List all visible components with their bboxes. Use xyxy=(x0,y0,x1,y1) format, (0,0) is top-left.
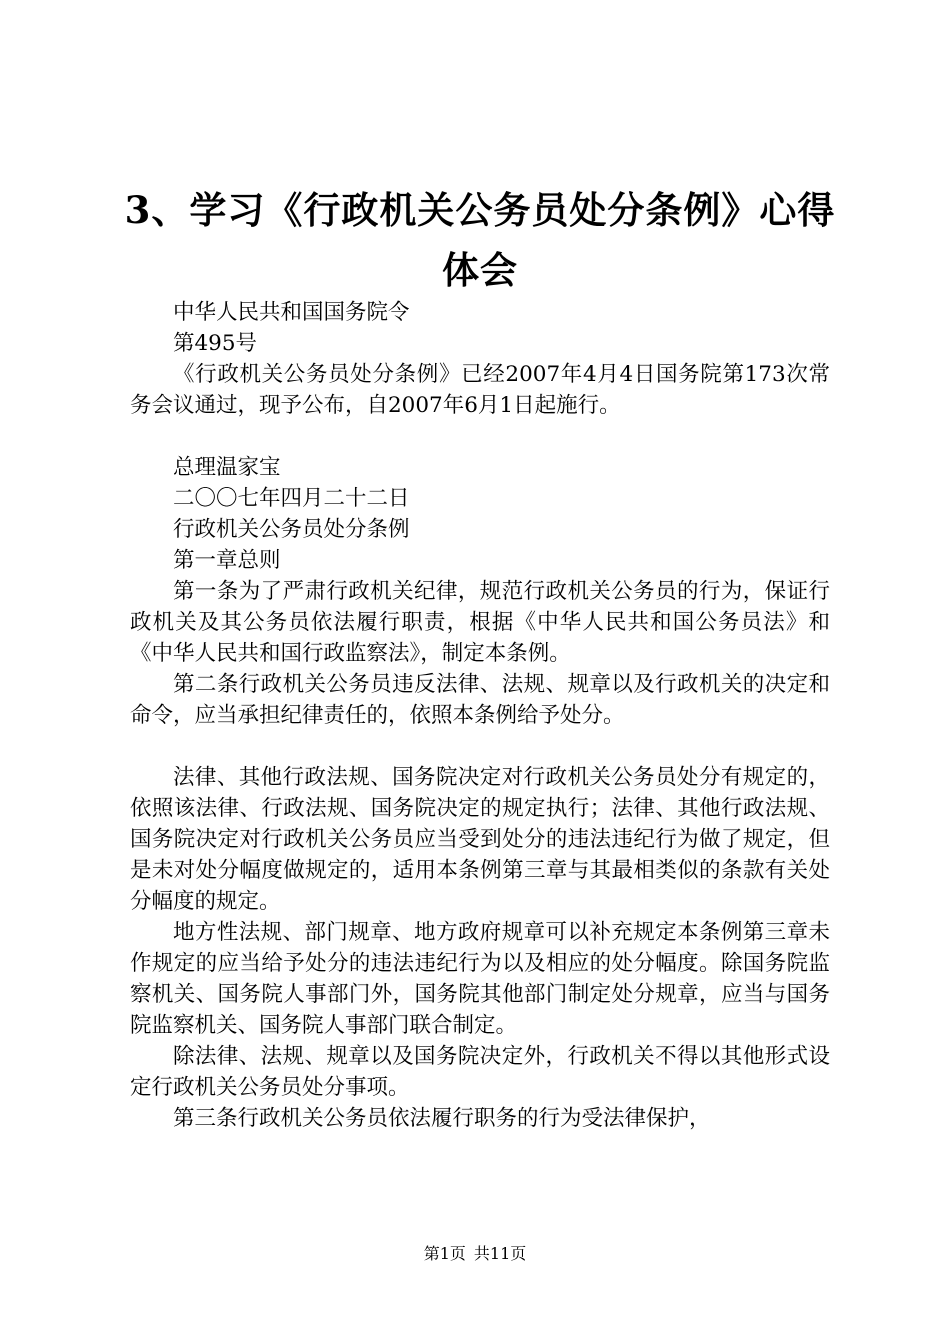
page-number: 第1页 xyxy=(423,1244,466,1263)
paragraph-signatory: 总理温家宝 xyxy=(173,455,281,480)
paragraph-article-2-clause-4: 除法律、法规、规章以及国务院决定外，行政机关不得以其他形式设定行政机关公务员处分事项。 xyxy=(130,1044,830,1100)
page-footer xyxy=(0,1243,950,1265)
page-total: 共11页 xyxy=(473,1244,527,1263)
paragraph-promulgation: 《行政机关公务员处分条例》已经2007年4月4日国务院第173次常务会议通过，现予公布，自2007年6月1日起施行。 xyxy=(130,362,830,418)
paragraph-regulation-name: 行政机关公务员处分条例 xyxy=(173,517,410,542)
paragraph-article-2-clause-3: 地方性法规、部门规章、地方政府规章可以补充规定本条例第三章未作规定的应当给予处分的违法违纪行为以及相应的处分幅度。除国务院监察机关、国务院人事部门外，国务院其他部门制定处分规章，应当与国务院监察机关、国务院人事部门联合制定。 xyxy=(130,920,830,1038)
paragraph-date: 二〇〇七年四月二十二日 xyxy=(173,486,410,511)
paragraph-article-2: 第二条行政机关公务员违反法律、法规、规章以及行政机关的决定和命令，应当承担纪律责任的，依照本条例给予处分。 xyxy=(130,672,830,728)
document-body xyxy=(130,297,830,1134)
paragraph-decree-number: 第495号 xyxy=(173,331,258,356)
paragraph-chapter-heading: 第一章总则 xyxy=(173,548,281,573)
paragraph-article-3: 第三条行政机关公务员依法履行职务的行为受法律保护， xyxy=(173,1106,711,1131)
paragraph-decree-issuer: 中华人民共和国国务院令 xyxy=(173,300,410,325)
paragraph-article-2-clause-2: 法律、其他行政法规、国务院决定对行政机关公务员处分有规定的，依照该法律、行政法规、国务院决定的规定执行；法律、其他行政法规、国务院决定对行政机关公务员应当受到处分的违法违纪行为做了规定，但是未对处分幅度做规定的，适用本条例第三章与其最相类似的条款有关处分幅度的规定。 xyxy=(130,765,830,914)
paragraph-article-1: 第一条为了严肃行政机关纪律，规范行政机关公务员的行为，保证行政机关及其公务员依法履行职责，根据《中华人民共和国公务员法》和《中华人民共和国行政监察法》，制定本条例。 xyxy=(130,579,830,666)
document-title: 3、学习《行政机关公务员处分条例》心得体会 xyxy=(124,188,836,292)
